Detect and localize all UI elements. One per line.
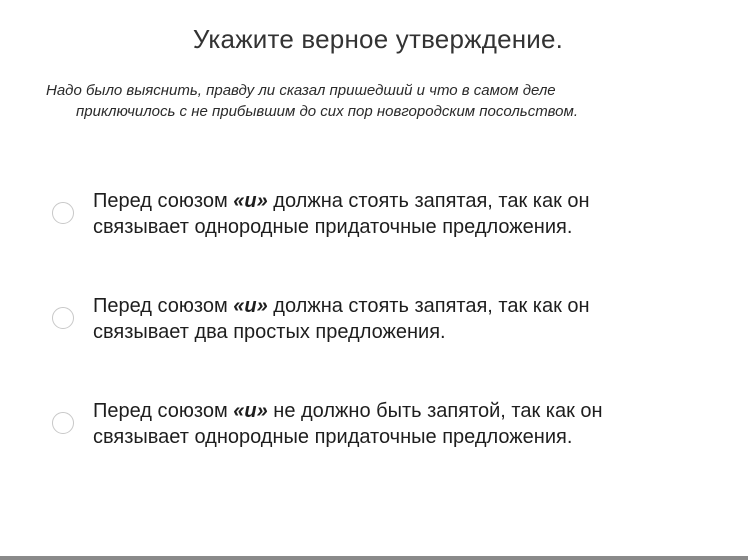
question-title: Укажите верное утверждение.: [192, 24, 564, 54]
answer-option-2-text[interactable]: [93, 293, 693, 345]
example-sentence: [46, 80, 706, 122]
option-1-prefix: Перед союзом: [93, 190, 234, 212]
radio-button-2[interactable]: [52, 307, 74, 329]
option-3-prefix: Перед союзом: [93, 400, 234, 422]
option-3-middle: не должно быть запятой, так как он: [267, 400, 603, 422]
example-sentence-line-1: Надо было выяснить, правду ли сказал пришедший и что в самом деле: [46, 82, 556, 99]
option-3-conjunction: «и»: [233, 400, 268, 422]
option-1-middle: должна стоять запятая, так как он: [267, 190, 590, 212]
radio-button-1[interactable]: [52, 202, 74, 224]
answer-option-1[interactable]: [50, 188, 710, 248]
answer-option-3-text[interactable]: [93, 398, 693, 450]
option-2-prefix: Перед союзом: [93, 295, 234, 317]
option-1-line-2: связывает однородные придаточные предложения.: [93, 216, 573, 238]
option-1-conjunction: «и»: [233, 190, 268, 212]
option-3-line-2: связывает однородные придаточные предложения.: [93, 426, 573, 448]
radio-button-3[interactable]: [52, 412, 74, 434]
bottom-divider: [0, 556, 748, 560]
option-2-middle: должна стоять запятая, так как он: [267, 295, 590, 317]
answer-option-2[interactable]: [50, 293, 710, 353]
example-sentence-line-2: приключилось с не прибывшим до сих пор новгородским посольством.: [76, 103, 578, 120]
option-2-line-2: связывает два простых предложения.: [93, 321, 446, 343]
answer-option-1-text[interactable]: [93, 188, 693, 240]
option-2-conjunction: «и»: [233, 295, 268, 317]
answer-option-3[interactable]: [50, 398, 710, 458]
